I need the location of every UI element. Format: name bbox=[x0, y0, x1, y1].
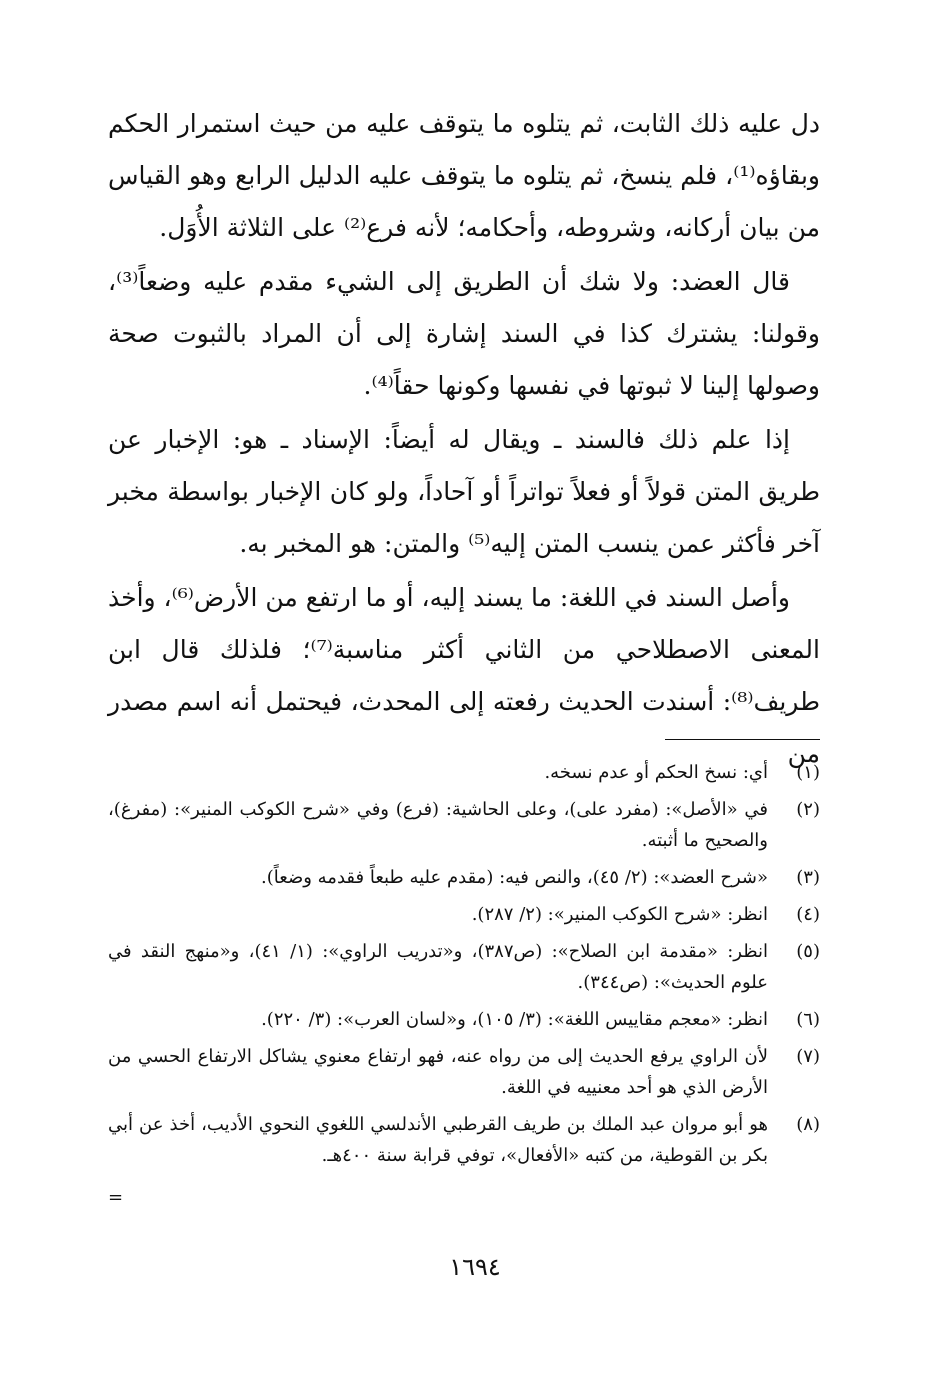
footnote-text: لأن الراوي يرفع الحديث إلى من رواه عنه، فهو ارتفاع معنوي يشاكل الارتفاع الحسي من الأرض الذي هو أحد معنييه في اللغة. bbox=[108, 1046, 768, 1098]
footnote-text: انظر: «شرح الكوكب المنير»: (٢/ ٢٨٧). bbox=[471, 904, 768, 925]
footnotes bbox=[108, 757, 820, 1177]
main-text bbox=[108, 98, 820, 780]
footnote bbox=[108, 936, 820, 998]
continuation-mark: = bbox=[108, 1187, 124, 1208]
footnote bbox=[108, 1041, 820, 1103]
footnote-number: (٨) bbox=[796, 1114, 820, 1135]
footnote bbox=[108, 757, 820, 788]
footnote-text: في «الأصل»: (مفرد على)، وعلى الحاشية: (فرع) وفي «شرح الكوكب المنير»: (مفرغ)، والصحيح ما أثبته. bbox=[108, 799, 768, 851]
footnote-text: «شرح العضد»: (٢/ ٤٥)، والنص فيه: (مقدم عليه طبعاً فقدمه وضعاً). bbox=[261, 867, 768, 888]
footnote-text: انظر: «معجم مقاييس اللغة»: (٣/ ١٠٥)، و«لسان العرب»: (٣/ ٢٢٠). bbox=[261, 1009, 768, 1030]
footnote bbox=[108, 899, 820, 930]
paragraph: إذا علم ذلك فالسند ـ ويقال له أيضاً: الإسناد ـ هو: الإخبار عن طريق المتن قولاً أو فعلاً تواتراً أو آحاداً، ولو كان الإخبار بواسطة مخبر آخر فأكثر عمن ينسب المتن إليه⁽⁵⁾ والمتن: هو المخبر به. bbox=[108, 425, 820, 558]
footnote-number: (٦) bbox=[796, 1009, 820, 1030]
footnote-text: هو أبو مروان عبد الملك بن طريف القرطبي الأندلسي اللغوي النحوي الأديب، أخذ عن أبي بكر بن القوطية، من كتبه «الأفعال»، توفي قرابة سنة ٤٠٠هـ. bbox=[108, 1114, 768, 1166]
page-number: ١٦٩٤ bbox=[449, 1253, 501, 1281]
paragraph: دل عليه ذلك الثابت، ثم يتلوه ما يتوقف عليه من حيث استمرار الحكم وبقاؤه⁽¹⁾، فلم ينسخ، ثم يتلوه ما يتوقف عليه الدليل الرابع وهو القياس من بيان أركانه، وشروطه، وأحكامه؛ لأنه فرع⁽²⁾ على الثلاثة الأُوَل. bbox=[108, 109, 820, 242]
footnote-number: (٤) bbox=[796, 904, 820, 925]
footnote-number: (١) bbox=[796, 762, 820, 783]
footnote-number: (٥) bbox=[796, 941, 820, 962]
footnote-text: أي: نسخ الحكم أو عدم نسخه. bbox=[544, 762, 768, 783]
footnote-separator bbox=[665, 739, 820, 740]
footnote bbox=[108, 1109, 820, 1171]
footnote-number: (٧) bbox=[796, 1046, 820, 1067]
footnote bbox=[108, 794, 820, 856]
paragraph: وأصل السند في اللغة: ما يسند إليه، أو ما ارتفع من الأرض⁽⁶⁾، وأخذ المعنى الاصطلاحي من الثاني أكثر مناسبة⁽⁷⁾؛ فلذلك قال ابن طريف⁽⁸⁾: أسندت الحديث رفعته إلى المحدث، فيحتمل أنه اسم مصدر من bbox=[108, 583, 820, 768]
footnote bbox=[108, 862, 820, 893]
footnote-number: (٣) bbox=[796, 867, 820, 888]
paragraph: قال العضد: ولا شك أن الطريق إلى الشيء مقدم عليه وضعاً⁽³⁾، وقولنا: يشترك كذا في السند إشارة إلى أن المراد بالثبوت صحة وصولها إلينا لا ثبوتها في نفسها وكونها حقاً⁽⁴⁾. bbox=[108, 267, 820, 400]
footnote bbox=[108, 1004, 820, 1035]
footnote-number: (٢) bbox=[796, 799, 820, 820]
footnote-text: انظر: «مقدمة ابن الصلاح»: (ص٣٨٧)، و«تدريب الراوي»: (١/ ٤١)، و«منهج النقد في علوم الحديث»: (ص٣٤٤). bbox=[108, 941, 768, 993]
